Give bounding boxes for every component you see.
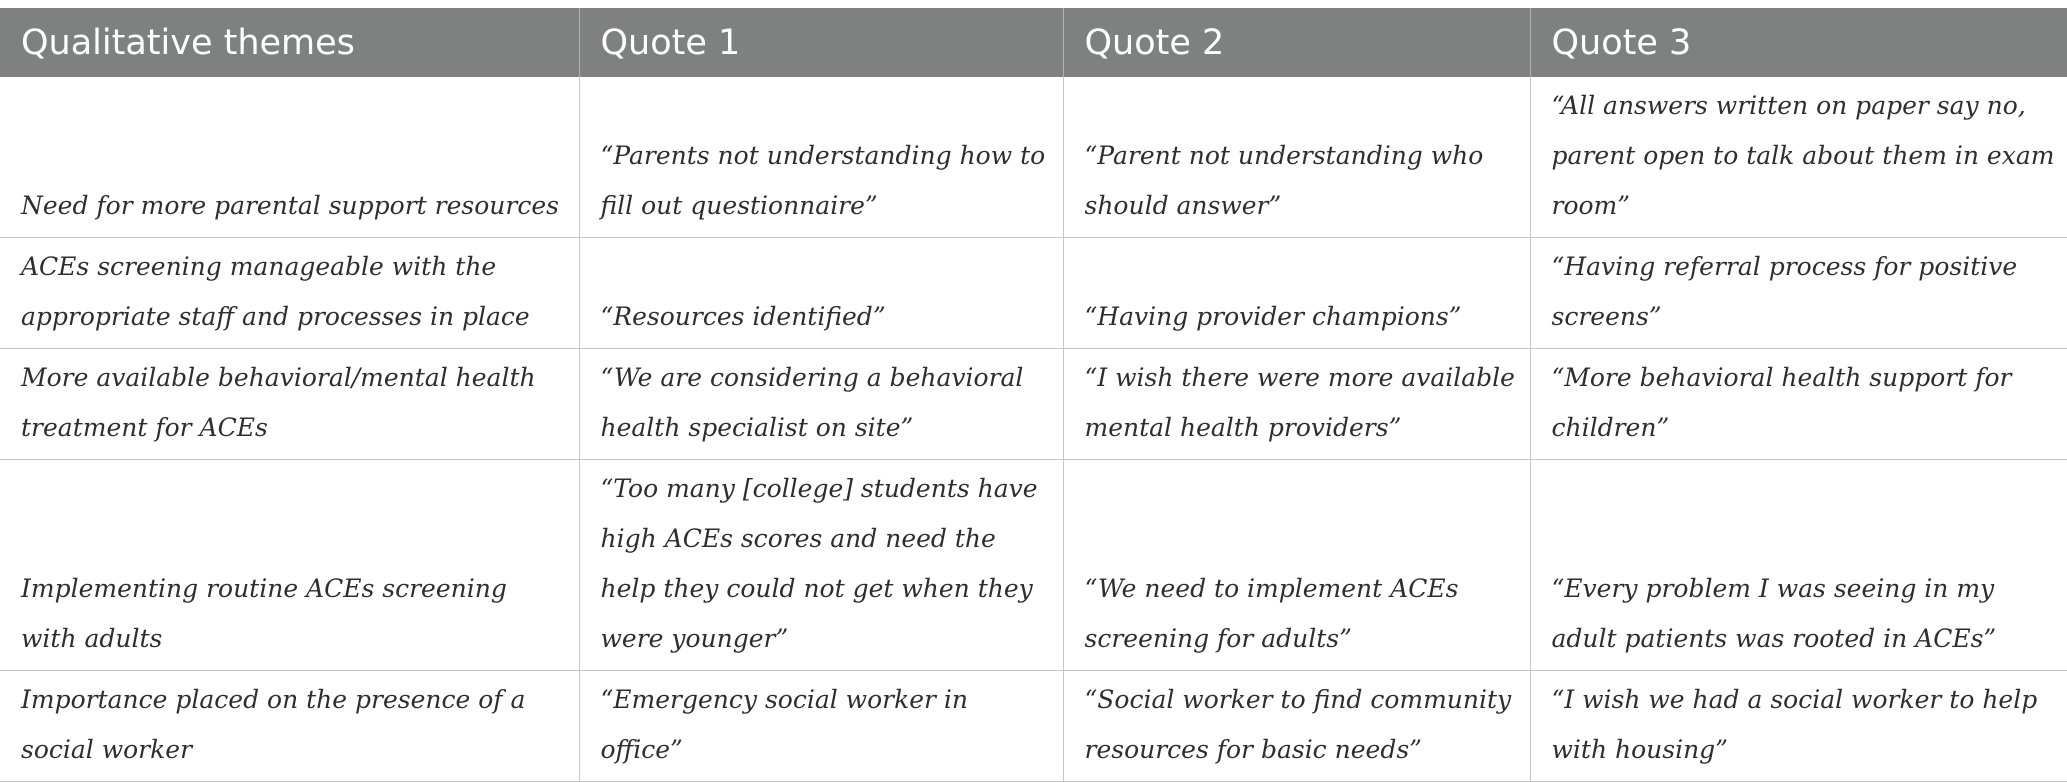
quote-2-cell: “Having provider champions”: [1063, 238, 1530, 349]
quote-3-cell: “I wish we had a social worker to help with housing”: [1530, 671, 2067, 782]
theme-cell: ACEs screening manageable with the appropriate staff and processes in place: [0, 238, 579, 349]
header-row: [0, 8, 2067, 77]
quote-2-cell: “I wish there were more available mental health providers”: [1063, 349, 1530, 460]
theme-cell: More available behavioral/mental health treatment for ACEs: [0, 349, 579, 460]
quote-3-cell: “All answers written on paper say no, parent open to talk about them in exam room”: [1530, 77, 2067, 238]
theme-cell: Need for more parental support resources: [0, 77, 579, 238]
quote-3-cell: “More behavioral health support for children”: [1530, 349, 2067, 460]
quote-2-cell: “Social worker to find community resources for basic needs”: [1063, 671, 1530, 782]
header-qualitative-themes: Qualitative themes: [0, 8, 579, 77]
header-quote-2: Quote 2: [1063, 8, 1530, 77]
quote-3-cell: “Having referral process for positive screens”: [1530, 238, 2067, 349]
header-quote-1: Quote 1: [579, 8, 1063, 77]
quote-2-cell: “Parent not understanding who should answer”: [1063, 77, 1530, 238]
table-header: [0, 8, 2067, 77]
quote-1-cell: “Resources identified”: [579, 238, 1063, 349]
table-row: [0, 349, 2067, 460]
table-row: [0, 77, 2067, 238]
quote-3-cell: “Every problem I was seeing in my adult patients was rooted in ACEs”: [1530, 460, 2067, 671]
theme-cell: Importance placed on the presence of a social worker: [0, 671, 579, 782]
themes-table-container: [0, 8, 2067, 782]
table-row: [0, 238, 2067, 349]
quote-1-cell: “We are considering a behavioral health specialist on site”: [579, 349, 1063, 460]
table-row: [0, 460, 2067, 671]
quote-1-cell: “Emergency social worker in office”: [579, 671, 1063, 782]
quote-2-cell: “We need to implement ACEs screening for adults”: [1063, 460, 1530, 671]
qualitative-themes-table: [0, 8, 2067, 782]
header-quote-3: Quote 3: [1530, 8, 2067, 77]
table-row: [0, 671, 2067, 782]
theme-cell: Implementing routine ACEs screening with adults: [0, 460, 579, 671]
quote-1-cell: “Parents not understanding how to fill out questionnaire”: [579, 77, 1063, 238]
quote-1-cell: “Too many [college] students have high ACEs scores and need the help they could not get when they were younger”: [579, 460, 1063, 671]
table-body: [0, 77, 2067, 782]
